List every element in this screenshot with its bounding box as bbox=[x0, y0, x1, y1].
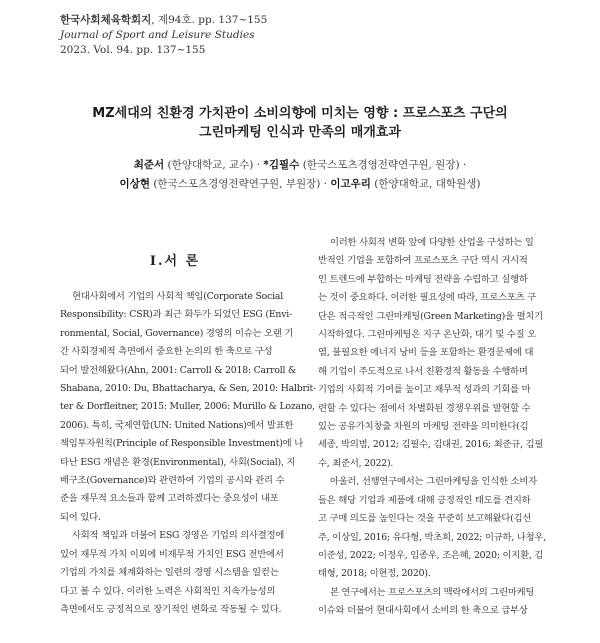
body-text-line: 본 연구에서는 프로스포츠의 맥락에서의 그린마케팅 bbox=[330, 586, 535, 598]
author-line-1 bbox=[0, 156, 600, 175]
journal-english-issue: 2023. Vol. 94. pp. 137~155 bbox=[60, 44, 206, 56]
body-text-line: 련할 수 있다는 점에서 차별화된 경쟁우위를 발현할 수 bbox=[318, 402, 531, 414]
body-text-line: 반적인 기업을 포함하여 프로스포츠 구단 역시 거시적 bbox=[318, 255, 528, 267]
body-text-line: 인 트렌드에 부합하는 마케팅 전략을 수립하고 실행하 bbox=[318, 273, 528, 285]
body-text-line: 준을 재무적 요소들과 함께 고려하겠다는 중요성이 내포 bbox=[60, 493, 279, 505]
body-text-line: 되어 있다. bbox=[60, 511, 101, 523]
body-text-line: 태형, 2018; 이현정, 2020). bbox=[318, 568, 431, 580]
body-text-line: 고 구매 의도를 높인다는 것을 꾸준히 보고해왔다(김선 bbox=[318, 513, 532, 525]
body-text-line: Shabana, 2010: Du, Bhattacharya, & Sen, 2010: Halbrit- bbox=[60, 383, 317, 395]
body-text-line: 기업의 가치를 체계화하는 일련의 경영 시스템을 일컫는 bbox=[60, 567, 279, 579]
body-text-line: 사회적 책임과 더불어 ESG 경영은 기업의 의사결정에 bbox=[72, 530, 285, 542]
body-text-line: 배구조(Governance)와 관련하여 기업의 공시와 관리 수 bbox=[60, 475, 285, 487]
author-name: 최준서 bbox=[133, 159, 165, 171]
paper-title-line-2: 그린마케팅 인식과 만족의 매개효과 bbox=[199, 125, 401, 140]
author-list bbox=[0, 156, 600, 194]
body-text-line: 있어 재무적 가치 이외에 비재무적 가치인 ESG 전반에서 bbox=[60, 548, 284, 560]
body-text-line: Responsibility: CSR)과 최근 화두가 되었던 ESG (Envi- bbox=[60, 309, 292, 321]
body-text-line: 이준성, 2022; 이정우, 임종우, 조은혜, 2020; 이지환, 김 bbox=[318, 549, 544, 561]
body-text-line: 있는 공유가치창출 차원의 마케팅 전략을 의미한다(김 bbox=[318, 421, 529, 433]
body-column-left bbox=[60, 288, 317, 619]
body-text-line: 현대사회에서 기업의 사회적 책임(Corporate Social bbox=[72, 291, 283, 302]
body-text-line: 이슈와 더불어 현대사회에서 소비의 한 축으로 급부상 bbox=[318, 605, 528, 617]
body-text-line: 2006). 특히, 국제연합(UN: United Nations)에서 발표한 bbox=[60, 419, 294, 431]
journal-korean-line bbox=[60, 13, 267, 28]
author-separator: · bbox=[459, 159, 467, 171]
body-text-line: 이러한 사회적 변화 앞에 다양한 산업을 구성하는 일 bbox=[330, 237, 534, 248]
author-name: 이고우리 bbox=[330, 178, 371, 190]
body-text-line: 해 기업이 주도적으로 나서 친환경적 활동을 수행하며 bbox=[318, 365, 528, 377]
body-text-line: 시작하였다. 그린마케팅은 지구 온난화, 대기 및 수질 오 bbox=[318, 329, 536, 341]
body-text-line: ter & Dorfleitner, 2015: Muller, 2006: Murillo & Lozano, bbox=[60, 401, 315, 413]
body-text-line: 주, 이상일, 2016; 유다형, 박초희, 2022; 이규하, 나청우, bbox=[318, 531, 546, 543]
body-text-line: 기업의 사회적 기여를 높이고 재무적 성과의 기회를 마 bbox=[318, 384, 531, 396]
author-name: 이상현 bbox=[119, 178, 150, 190]
body-text-line: 수, 최준서, 2022). bbox=[318, 457, 394, 469]
journal-korean-issue: , 제94호. pp. 137~155 bbox=[151, 14, 268, 26]
author-affiliation: (한양대학교, 교수) bbox=[167, 159, 254, 171]
paper-title bbox=[0, 104, 600, 142]
body-text-line: 책임투자원칙(Principle of Responsible Investment)에 나 bbox=[60, 438, 303, 450]
body-text-line: ronmental, Social, Governance) 경영의 이슈는 오랜 기 bbox=[60, 327, 294, 339]
journal-korean-name: 한국사회체육학회지 bbox=[60, 14, 152, 26]
body-text-line: 는 것이 중요하다. 이러한 필요성에 따라, 프로스포츠 구 bbox=[318, 292, 536, 304]
journal-header bbox=[60, 13, 267, 58]
body-text-line: 다고 볼 수 있다. 이러한 노력은 사회적인 지속가능성의 bbox=[60, 585, 276, 597]
author-affiliation: (한국스포츠경영전략연구원, 원장) bbox=[302, 159, 460, 171]
body-text-line: 간 사회경제적 측면에서 중요한 논의의 한 축으로 구성 bbox=[60, 346, 273, 358]
journal-english-name: Journal of Sport and Leisure Studies bbox=[60, 29, 255, 41]
author-separator: · bbox=[253, 159, 264, 171]
body-text-line: 아울러, 선행연구에서는 그린마케팅을 인식한 소비자 bbox=[330, 476, 537, 488]
paper-title-line-1: MZ세대의 친환경 가치관이 소비의향에 미치는 영향 : 프로스포츠 구단의 bbox=[92, 106, 508, 121]
author-affiliation: (한국스포츠경영전략연구원, 부원장) bbox=[153, 178, 321, 190]
author-separator: · bbox=[320, 178, 331, 190]
author-name: *김필수 bbox=[263, 159, 300, 171]
body-text-line: 측면에서도 긍정적으로 장기적인 변화로 작동될 수 있다. bbox=[60, 603, 282, 615]
body-text-line: 염, 불필요한 에너지 낭비 등을 포함하는 환경문제에 대 bbox=[318, 347, 534, 359]
author-line-2 bbox=[0, 175, 600, 194]
body-text-line: 단은 적극적인 그린마케팅(Green Marketing)을 펼치기 bbox=[318, 310, 543, 322]
body-text-line: 들은 해당 기업과 제품에 대해 긍정적인 태도를 견지하 bbox=[318, 494, 531, 506]
body-column-right bbox=[318, 234, 548, 621]
body-text-line: 세종, 박의범, 2012; 김필수, 김대권, 2016; 최준규, 김필 bbox=[318, 439, 544, 451]
body-text-line: 타난 ESG 개념은 환경(Environmental), 사회(Social), 지 bbox=[60, 456, 296, 468]
author-affiliation: (한양대학교, 대학원생) bbox=[374, 178, 481, 190]
section-heading: Ⅰ.서 론 bbox=[149, 254, 201, 269]
body-text-line: 되어 발전해왔다(Ahn, 2001: Carroll & 2018: Carroll & bbox=[60, 364, 297, 376]
